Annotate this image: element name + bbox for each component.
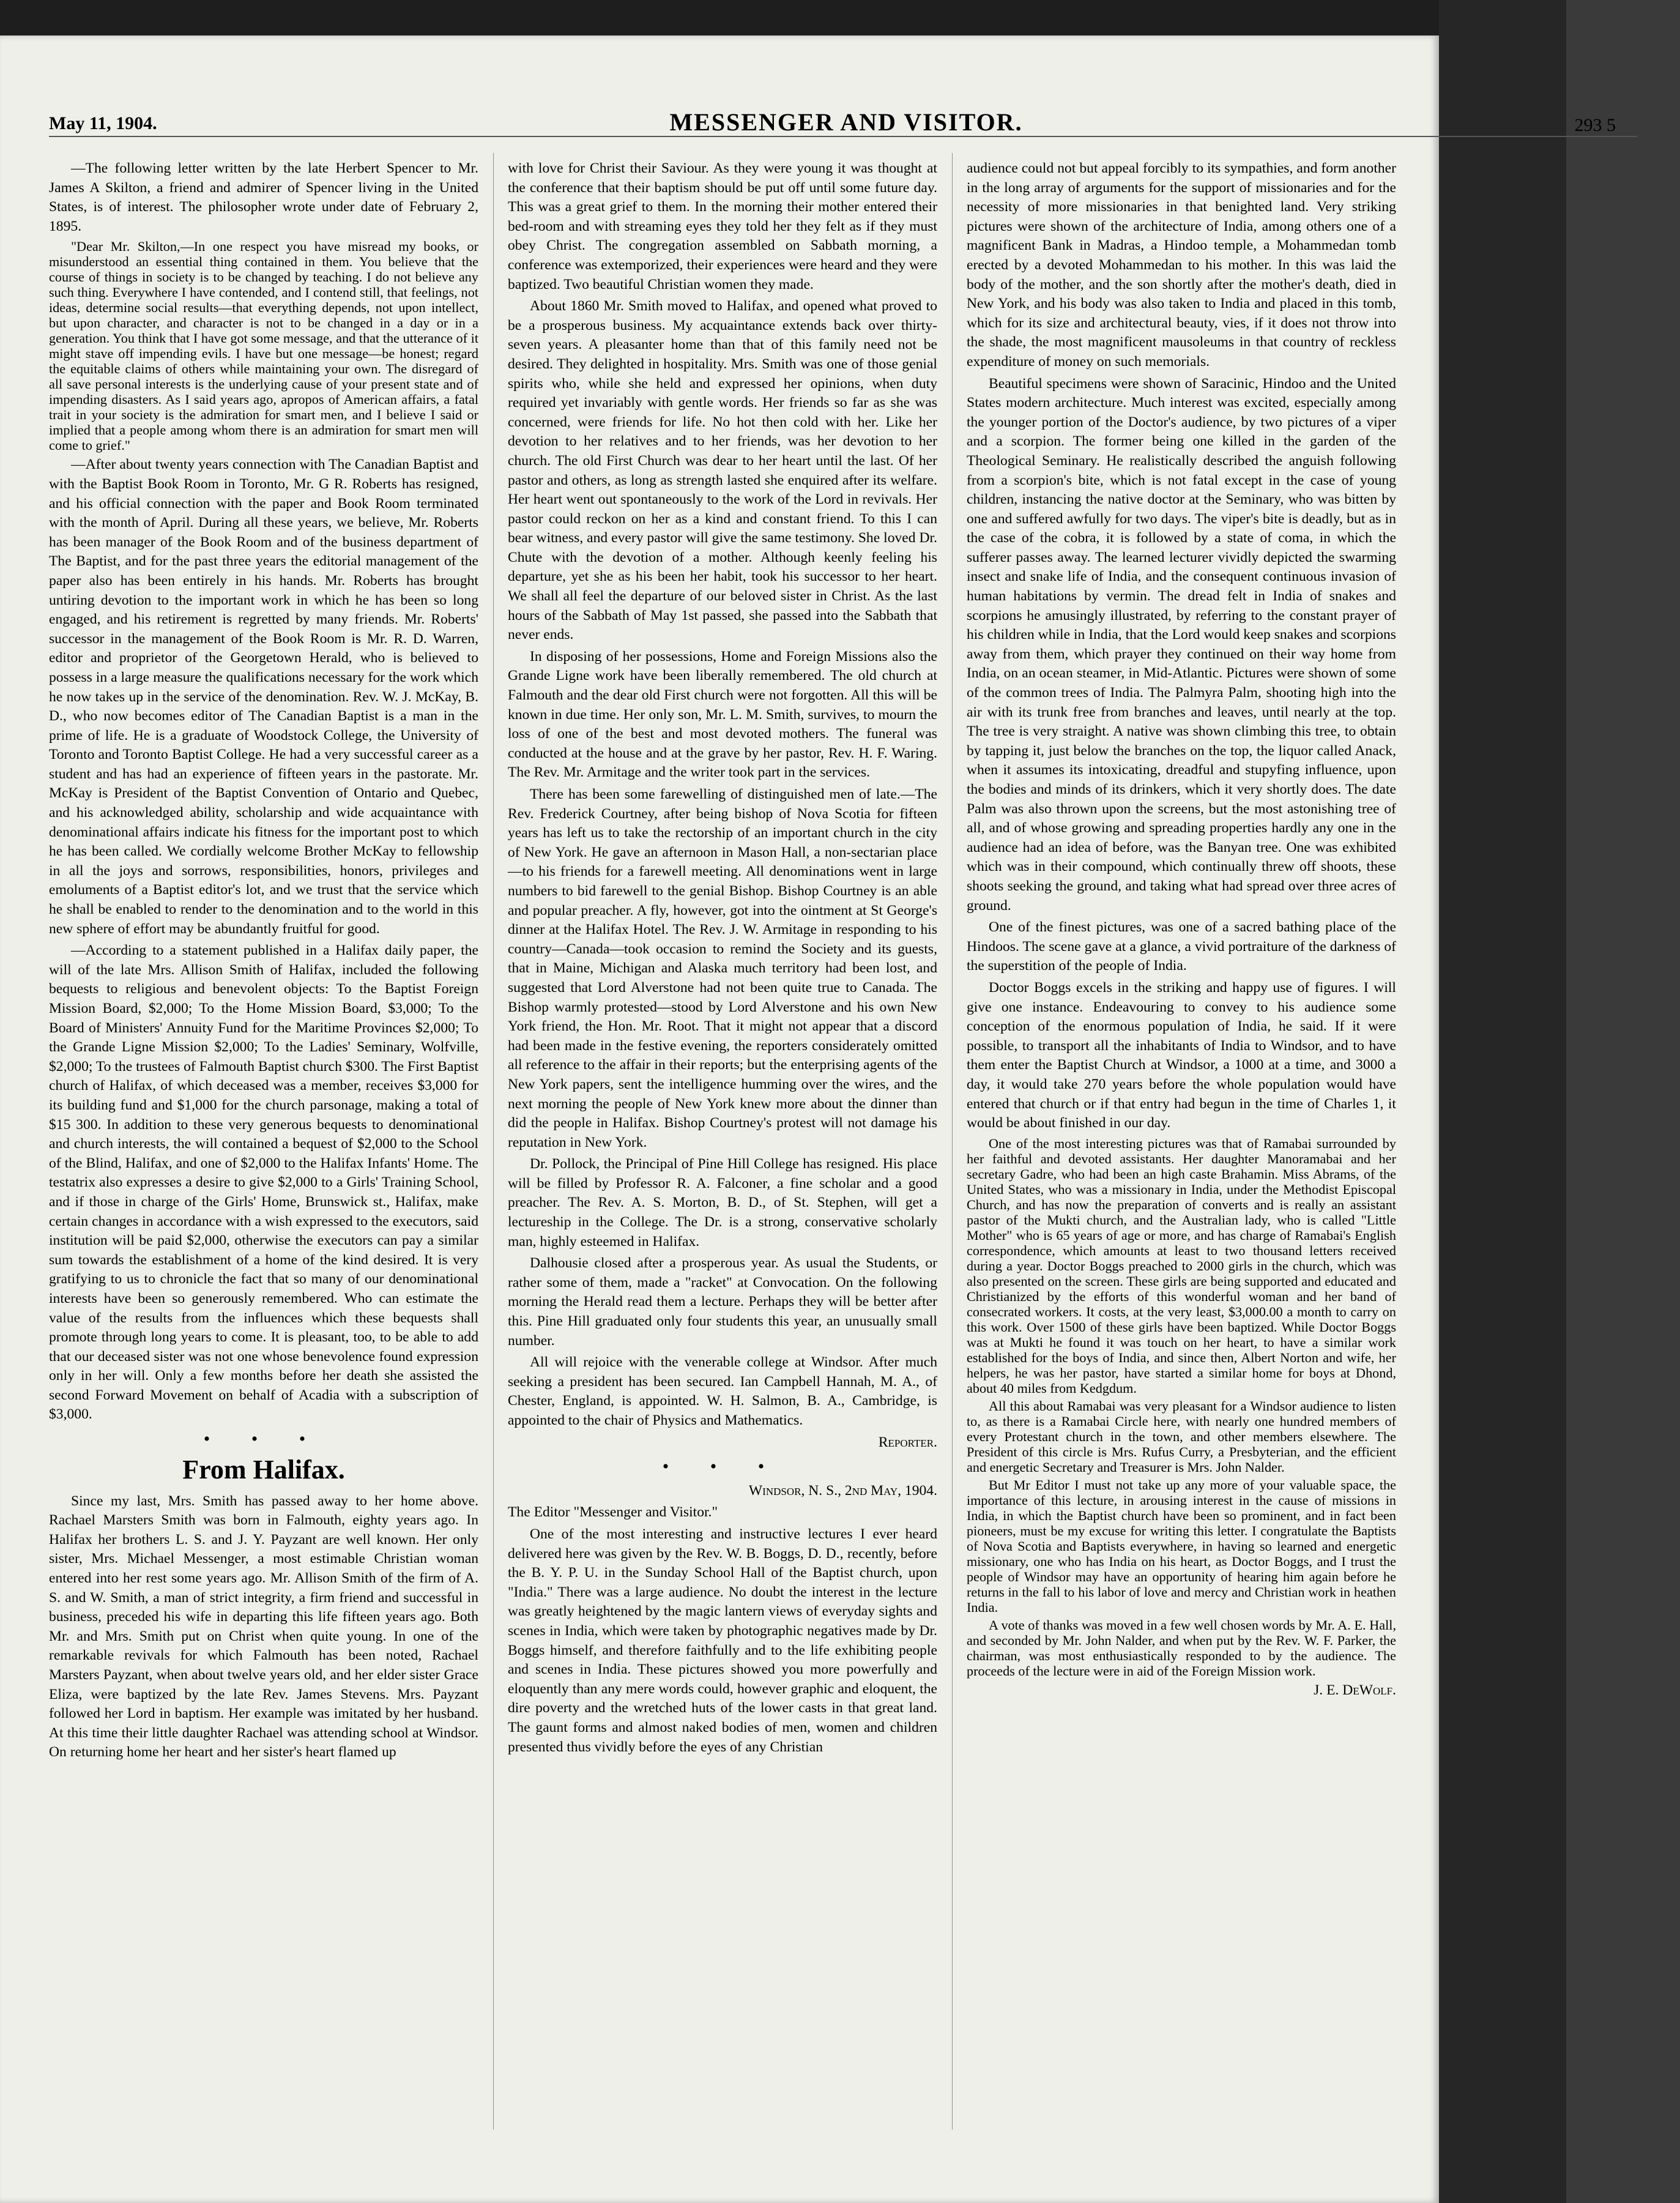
letter-continued: audience could not but appeal forcibly to its sympathies, and form another in the long array of arguments for the support of missionaries and for the necessity of more missionaries in that benighted land. Very striking pictures were shown of the architecture of India, among others one of a magnificent Bank in Madras, a Hindoo temple, a Mohammedan tomb erected by a devoted Mohammedan to his mother. In this was laid the body of the mother, and the son shortly after the mother's death, died in New York, and his body was also taken to India and placed in this tomb, which for its size and architectural beauty, vies, if it does not throw into the shade, the most magnificent mausoleums in that country of reckless expenditure of money on such memorials. bbox=[967, 160, 1396, 370]
letter-paragraph: Beautiful specimens were shown of Saracinic, Hindoo and the United States modern architecture. Much interest was excited, especially among the younger portion of the Doctor's audience, by two pictures of a viper and a scorpion. The former being one killed in the garden of the Theological Seminary. He realistically described the anguish following from a scorpion's bite, which is not fatal except in the case of young children, instancing the native doctor at the Seminary, who was bitten by one and suffered awfully for two days. The viper's bite is deadly, but as in the case of the cobra, it is followed by a state of coma, in which the sufferer passes away. The learned lecturer vividly depicted the swarming insect and snake life of India, and the consequent continuous invasion of human habitations by vermin. The dread felt in India of snakes and scorpions he amusingly illustrated, by referring to the constant prayer of his children while in India, that the Lord would keep snakes and scorpions away from them, which prayer they continued on their way home from India, on an ocean steamer, in Mid-Atlantic. Pictures were shown of some of the common trees of India. The Palmyra Palm, shooting high into the air with its trunk free from branches and leaves, until nearly at the top. The tree is very straight. A native was shown climbing this tree, to obtain by tapping it, just below the branches on the top, the liquor called Anack, when it assumes its intoxicating, dreadful and stupyfing influence, upon the bodies and minds of its drinkers, which it very shortly does. The date Palm was also thrown upon the screens, but the most astonishing tree of all, and of whose growing and spreading properties hardly any one in the audience had an idea of before, was the Banyan tree. One was exhibited which was in their compound, which continually threw off shoots, these shoots seeking the ground, and taking what had spread over three acres of ground. bbox=[967, 375, 1396, 914]
roberts-item: —After about twenty years connection with The Canadian Baptist and with the Baptist Book Room in Toronto, Mr. G R. Roberts has resigned, and his official connection with the paper and Book Room terminated with the month of April. During all these years, we believe, Mr. Roberts has been manager of the Book Room and of the business department of The Baptist, and for the past three years the editorial management of the paper also has been entirely in his hands. Mr. Roberts has brought untiring devotion to the important work in which he has been so long engaged, and his retirement is regretted by many friends. Mr. Roberts' successor in the management of the Book Room is Mr. R. D. Warren, editor and proprietor of the Georgetown Herald, who is believed to possess in a large measure the qualifications necessary for the work which he now takes up in the service of the denomination. Rev. W. J. McKay, B. D., who now becomes editor of The Canadian Baptist is a man in the prime of life. He is a graduate of Woodstock College, the University of Toronto and Toronto Baptist College. He had a very successful career as a student and has had an experience of fifteen years in the pastorate. Mr. McKay is President of the Baptist Convention of Ontario and Quebec, and his acknowledged ability, scholarship and wide acquaintance with denominational affairs indicate his fitness for the important post to which he has been called. We cordially welcome Brother McKay to fellowship in all the joys and sorrows, responsibilities, honors, privileges and emoluments of a Baptist editor's lot, and we trust that the service which he shall be enabled to render to the denomination and to the world in this new sphere of effort may be abundantly fruitful for good. bbox=[49, 457, 478, 937]
column-rule bbox=[493, 153, 494, 2130]
letter-paragraph: Doctor Boggs excels in the striking and happy use of figures. I will give one instance. Endeavouring to convey to his audience some conception of the enormous population of India, he said. If it were possible, to transport all the inhabitants of India to Windsor, and to have them enter the Baptist Church at Windsor, a 1000 at a time, and 3000 a day, it would take 270 years before the whole population would have entered that church or if that entry had begun in the time of Charles 1, it would be about finished in our day. bbox=[967, 979, 1396, 1131]
reporter-signature: Reporter. bbox=[878, 1434, 937, 1450]
smith-will-item: —According to a statement published in a Halifax daily paper, the will of the late Mrs. Allison Smith of Halifax, included the following bequests to religious and benevolent objects: To the Baptist Foreign Mission Board, $2,000; To the Home Mission Board, $3,000; To the Board of Ministers' Annuity Fund for the Maritime Provinces $2,000; To the Grande Ligne Mission $2,000; To the Ladies' Seminary, Wolfville, $2,000; To the trustees of Falmouth Baptist church $300. The First Baptist church of Halifax, of which deceased was a member, receives $3,000 for its building fund and $1,000 for the church parsonage, making a total of $15 300. In addition to these very generous bequests to denominational and church interests, the will contained a bequest of $2,000 to the School of the Blind, Halifax, and one of $2,000 to the Halifax Infants' Home. The testatrix also expresses a desire to give $2,000 to a Girls' Training School, and if those in charge of the Girls' Home, Brunswick st., Halifax, make certain changes in accordance with a wish expressed to the executors, said institution will be paid $2,000, otherwise the executors can pay a similar sum towards the establishment of a home of the kind desired. It is very gratifying to us to chronicle the fact that so many of our denominational interests have been so generously remembered. Who can estimate the value of the results from the influences which these bequests shall promote through long years to come. It is pleasant, too, to be able to add that our deceased sister was not one whose benevolence found expression only in her will. Only a few months before her death she assisted the second Forward Movement on behalf of Acadia with a subscription of $3,000. bbox=[49, 942, 478, 1423]
letter-paragraph: One of the most interesting pictures was that of Ramabai surrounded by her faithful and devoted assistants. Her daughter Manoramabai and her secretary Gadre, who had been an high caste Brahamin. Miss Abrams, of the United States, who was a missionary in India, under the Methodist Episcopal Church, and has now the preparation of converts and is really an assistant pastor of the Mukti church, and the Australian lady, who is called "Little Mother" who is 65 years of age or more, and has charge of Ramabai's English correspondence, which amounts at least to two thousand letters received during a year. Doctor Boggs preached to 2000 girls in the church, which was also presented on the screen. These girls are being supported and educated and Christianized by the efforts of this wonderful woman and her band of consecrated workers. It costs, at the very least, $3,000.00 a month to carry on this work. Over 1500 of these girls have been baptized. While Doctor Boggs was at Mukti he found it was touch on her heart, to have a similar work established for the boys of India, and since then, Albert Norton and wife, her helpers, he was her pastor, have started a similar home for boys at Dhond, about 40 miles from Kedgdum. bbox=[967, 1135, 1396, 1396]
letter-paragraph: All this about Ramabai was very pleasant for a Windsor audience to listen to, as there is a Ramabai Circle here, with nearly one hundred members of every Protestant church in the town, and other members elsewhere. The President of this circle is Mrs. Rufus Curry, a Presbyterian, and the efficient and energetic Secretary and Treasurer is Mrs. John Nalder. bbox=[967, 1398, 1396, 1475]
halifax-paragraph: About 1860 Mr. Smith moved to Halifax, and opened what proved to be a prosperous business. My acquaintance extends back over thirty-seven years. A pleasanter home than that of this family need not be desired. They delighted in hospitality. Mrs. Smith was one of those genial spirits who, while she held and expressed her opinions, when duty required yet invariably with gentle words. Her friends so far as she was concerned, were friends for life. No hot then cold with her. Like her devotion to her relatives and to her friends, was her devotion to her church. The old First Church was dear to her heart until the last. Of her pastor and others, as long as strength lasted she enquired after its welfare. Her heart went out spontaneously to the work of the Lord in revivals. Her pastor could reckon on her as a kind and constant friend. To this I can bear witness, and every pastor will give the same testimony. She loved Dr. Chute with the devotion of a mother. Although keenly feeling his departure, yet she as his been her habit, took his successor to her heart. We shall all feel the departure of our beloved sister in Christ. As the last hours of the Sabbath of May 1st passed, she passed into the Sabbath that never ends. bbox=[508, 298, 937, 643]
halifax-paragraph: There has been some farewelling of distinguished men of late.—The Rev. Frederick Courtney, after being bishop of Nova Scotia for fifteen years has left us to take the rectorship of an important church in the city of New York. He gave an afternoon in Mason Hall, a non-sectarian place—to his friends for a farewell meeting. All denominations went in large numbers to bid farewell to the genial Bishop. Bishop Courtney is an able and popular preacher. A fly, however, got into the ointment at St George's dinner at the Halifax Hotel. The Rev. J. W. Armitage in responding to his country—Canada—took occasion to remind the Society and its guests, that in Maine, Michigan and Alaska much territory had been lost, and suggested that Lord Alverstone had not been quite true to Canada. The Bishop warmly protested—stood by Lord Alverstone and his own New York friend, the Hon. Mr. Root. That it might not appear that a discord had been made in the festive evening, the reporters considerately omitted all reference to the affair in their reports; but the enterprising agents of the New York papers, sent the intelligence humming over the wires, and the next morning the people of New York knew more about the dinner than did the people in Halifax. Bishop Courtney's protest will not damage his reputation in New York. bbox=[508, 786, 937, 1150]
scan-edge bbox=[1566, 0, 1680, 2203]
halifax-paragraph: Dalhousie closed after a prosperous year. As usual the Students, or rather some of them, made a "racket" at Convocation. On the following morning the Herald read them a lecture. Perhaps they will be better after this. Pine Hill graduated only four students this year, an unusually small number. bbox=[508, 1255, 937, 1349]
page-number: 293 5 bbox=[1574, 115, 1616, 135]
letter-paragraph: One of the most interesting and instructive lectures I ever heard delivered here was given by the Rev. W. B. Boggs, D. D., recently, before the B. Y. P. U. in the Sunday School Hall of the Baptist church, upon "India." There was a large audience. No doubt the interest in the lecture was greatly heightened by the magic lantern views of everyday sights and scenes in India, which were taken by photographic negatives made by Dr. Boggs himself, and therefore faithfully and to the life exhibiting people and scenes in India. These pictures showed you more powerfully and eloquently than any mere words could, however graphic and eloquent, the dire poverty and the wretched huts of the lower casts in that great land. The gaunt forms and almost naked bodies of men, women and children presented thus vividly before the eyes of any Christian bbox=[508, 1526, 937, 1755]
letter-paragraph: One of the finest pictures, was one of a sacred bathing place of the Hindoos. The scene gave at a glance, a vivid portraiture of the darkness of the superstition of the people of India. bbox=[967, 919, 1396, 974]
letter-paragraph: But Mr Editor I must not take up any more of your valuable space, the importance of this lecture, in arousing interest in the cause of missions in India, in which the Baptist church have been so prominent, and in fact been pioneers, must be my excuse for writing this letter. I congratulate the Baptists of Nova Scotia and Baptists everywhere, in having so learned and energetic missionary, one who has India on his heart, as Doctor Boggs, and I trust the people of Windsor may have an opportunity of hearing him again before he returns in the fall to his labor of love and mercy and Christian work in heathen India. bbox=[967, 1477, 1396, 1615]
spencer-intro: —The following letter written by the late Herbert Spencer to Mr. James A Skilton, a friend and admirer of Spencer living in the United States, is of interest. The philosopher wrote under date of February 2, 1895. bbox=[49, 160, 478, 234]
spencer-letter: "Dear Mr. Skilton,—In one respect you have misread my books, or misunderstood an essential thing contained in them. You believe that the course of things in society is to be changed by teaching. I do not believe any such thing. Everywhere I have contended, and I contend still, that feelings, not ideas, determine social results—that everything depends, not upon intellect, but upon character, and character is not to be changed in a day or in a generation. You think that I have got some message, and that the utterance of it might stave off impending evils. I have but one message—be honest; regard the equitable claims of others while maintaining your own. The disregard of all save personal interests is the underlying cause of your present state and of impending disasters. As I said years ago, apropos of American affairs, a fatal trait in your society is the admiration for smart men, and I believe I said or implied that a people among whom there is an admiration for smart men will come to grief." bbox=[49, 239, 478, 453]
issue-date: May 11, 1904. bbox=[49, 113, 157, 133]
letter-dateline: Windsor, N. S., 2nd May, 1904. bbox=[748, 1482, 937, 1499]
halifax-paragraph: All will rejoice with the venerable college at Windsor. After much seeking a president has been secured. Ian Campbell Hannah, M. A., of Chester, England, is appointed. W. H. Salmon, B. A., Cambridge, is appointed to the chair of Physics and Mathematics. bbox=[508, 1354, 937, 1428]
section-divider: • • • bbox=[662, 1456, 783, 1477]
column-3 bbox=[967, 159, 1396, 1702]
halifax-continued: with love for Christ their Saviour. As they were young it was thought at the conference that their baptism should be put off until some future day. This was a great grief to them. In the morning their mother entered their bed-room and with streaming eyes they told her they felt as if they must obey Christ. The congregation assembled on Sabbath morning, a conference was extemporized, their experiences were heard and they were baptized. Two beautiful Christian women they made. bbox=[508, 160, 937, 293]
halifax-paragraph: Since my last, Mrs. Smith has passed away to her home above. Rachael Marsters Smith was born in Falmouth, eighty years ago. In Halifax her brothers L. S. and J. Y. Payzant are well known. Her only sister, Mrs. Michael Messenger, a most estimable Christian woman entered into her rest some years ago. Mr. Allison Smith of the firm of A. S. and W. Smith, a man of strict integrity, a firm friend and successful in business, preceded his wife in departing this life fifteen years ago. Both Mr. and Mrs. Smith put on Christ when quite young. In one of the remarkable revivals for which Falmouth has been noted, Rachael Marsters Payzant, when about twelve years old, and her elder sister Grace Eliza, were baptized by the late Rev. James Stevens. Mrs. Payzant followed her Lord in baptism. Her example was imitated by her husband. At this time their little daughter Rachael was attending school at Windsor. On returning home her heart and her sister's heart flamed up bbox=[49, 1493, 478, 1761]
column-2 bbox=[508, 159, 937, 1759]
column-rule bbox=[952, 153, 953, 2130]
column-1 bbox=[49, 159, 478, 1765]
author-signature: J. E. DeWolf. bbox=[1314, 1682, 1396, 1698]
page-header bbox=[49, 80, 1643, 136]
letter-paragraph: A vote of thanks was moved in a few well chosen words by Mr. A. E. Hall, and seconded by Mr. John Nalder, and when put by the Rev. W. F. Parker, the chairman, was most enthusiastically responded to by the audience. The proceeds of the lecture were in aid of the Foreign Mission work. bbox=[967, 1617, 1396, 1679]
halifax-paragraph: In disposing of her possessions, Home and Foreign Missions also the Grande Ligne work have been liberally remembered. The old church at Falmouth and the dear old First church were not forgotten. All this will be known in due time. Her only son, Mr. L. M. Smith, survives, to mourn the loss of one of the best and most devoted mothers. The funeral was conducted at the house and at the grave by her pastor, Rev. H. F. Waring. The Rev. Mr. Armitage and the writer took part in the services. bbox=[508, 648, 937, 781]
halifax-paragraph: Dr. Pollock, the Principal of Pine Hill College has resigned. His place will be filled by Professor R. A. Falconer, a fine scholar and a good preacher. The Rev. A. S. Morton, B. D., of St. Stephen, will get a lectureship in the College. The Dr. is a strong, conservative scholarly man, highly esteemed in Halifax. bbox=[508, 1156, 937, 1250]
header-rule bbox=[49, 136, 1637, 137]
letter-salutation: The Editor "Messenger and Visitor." bbox=[508, 1504, 718, 1521]
masthead: MESSENGER AND VISITOR. bbox=[669, 108, 1023, 136]
section-divider: • • • bbox=[203, 1429, 324, 1450]
section-title: From Halifax. bbox=[182, 1454, 345, 1485]
